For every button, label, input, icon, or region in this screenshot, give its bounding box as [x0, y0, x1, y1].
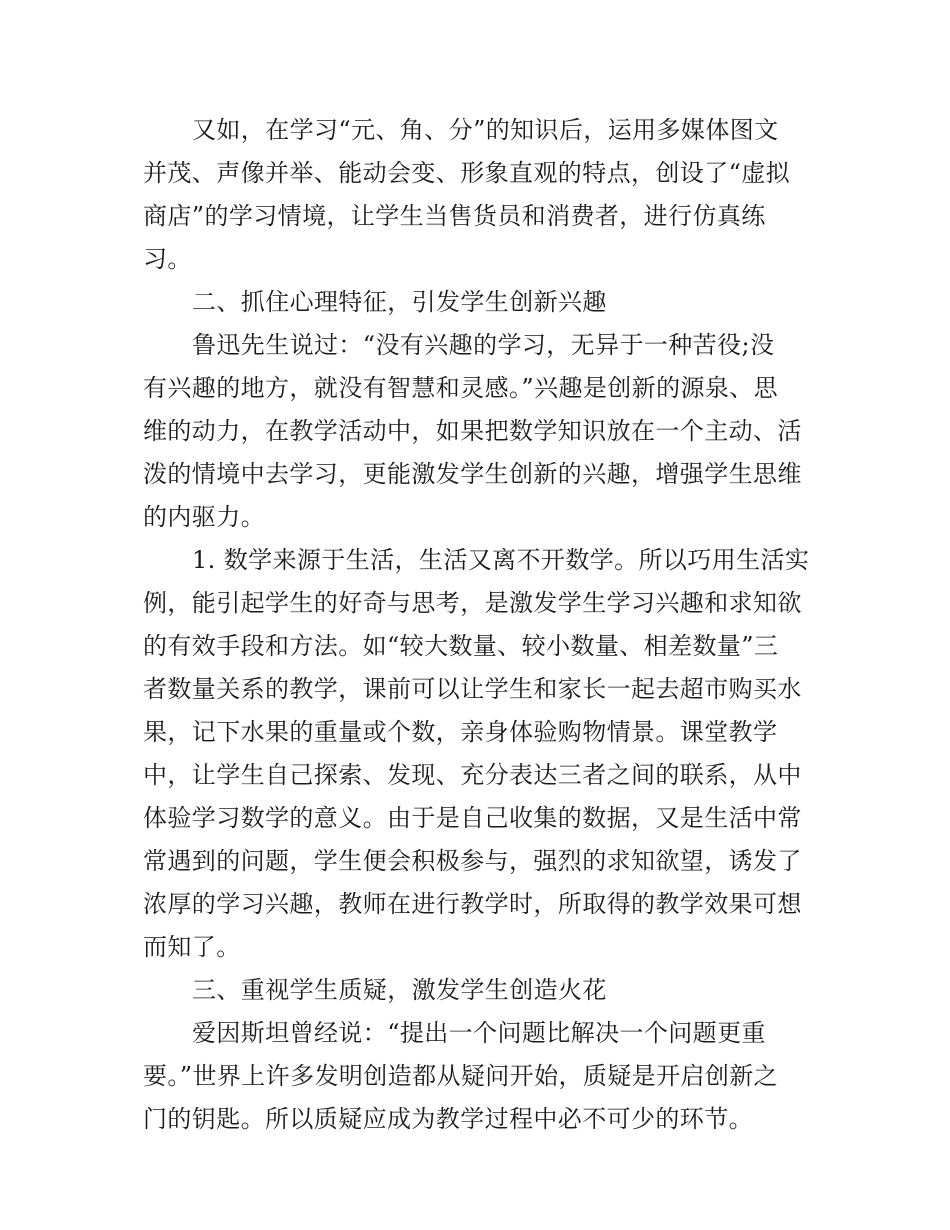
text-line: 商店”的学习情境，让学生当售货员和消费者，进行仿真练: [143, 202, 766, 230]
text-line: 爱因斯坦曾经说：“提出一个问题比解决一个问题更重: [192, 1019, 766, 1047]
text-line: 例，能引起学生的好奇与思考，是激发学生学习兴趣和求知欲: [143, 589, 802, 617]
text-line: 而知了。: [143, 933, 241, 961]
text-line: 要。”世界上许多发明创造都从疑问开始，质疑是开启创新之: [143, 1062, 779, 1090]
text-line: 果，记下水果的重量或个数，亲身体验购物情景。课堂教学: [143, 718, 778, 746]
text-line: 有兴趣的地方，就没有智慧和灵感。”兴趣是创新的源泉、思: [143, 374, 779, 402]
text-line: 泼的情境中去学习，更能激发学生创新的兴趣，增强学生思维: [143, 460, 802, 488]
text-line: 者数量关系的教学，课前可以让学生和家长一起去超市购买水: [143, 675, 802, 703]
text-line: 常遇到的问题，学生便会积极参与，强烈的求知欲望，诱发了: [143, 847, 802, 875]
text-line: 鲁迅先生说过：“没有兴趣的学习，无异于一种苦役;没: [192, 331, 775, 359]
text-line: 1. 数学来源于生活，生活又离不开数学。所以巧用生活实: [192, 546, 810, 574]
text-line: 体验学习数学的意义。由于是自己收集的数据，又是生活中常: [143, 804, 802, 832]
text-line: 又如，在学习“元、角、分”的知识后，运用多媒体图文: [192, 116, 779, 144]
text-line: 的内驱力。: [143, 503, 265, 531]
text-line: 维的动力，在教学活动中，如果把数学知识放在一个主动、活: [143, 417, 802, 445]
text-line: 门的钥匙。所以质疑应成为教学过程中必不可少的环节。: [143, 1105, 753, 1133]
section-heading: 三、重视学生质疑，激发学生创造火花: [192, 976, 607, 1004]
text-line: 习。: [143, 245, 192, 273]
text-line: 中，让学生自己探索、发现、充分表达三者之间的联系，从中: [143, 761, 802, 789]
text-line: 浓厚的学习兴趣，教师在进行教学时，所取得的教学效果可想: [143, 890, 802, 918]
section-heading: 二、抓住心理特征，引发学生创新兴趣: [192, 288, 607, 316]
text-line: 并茂、声像并举、能动会变、形象直观的特点，创设了“虚拟: [143, 159, 791, 187]
text-line: 的有效手段和方法。如“较大数量、较小数量、相差数量”三: [143, 632, 779, 660]
